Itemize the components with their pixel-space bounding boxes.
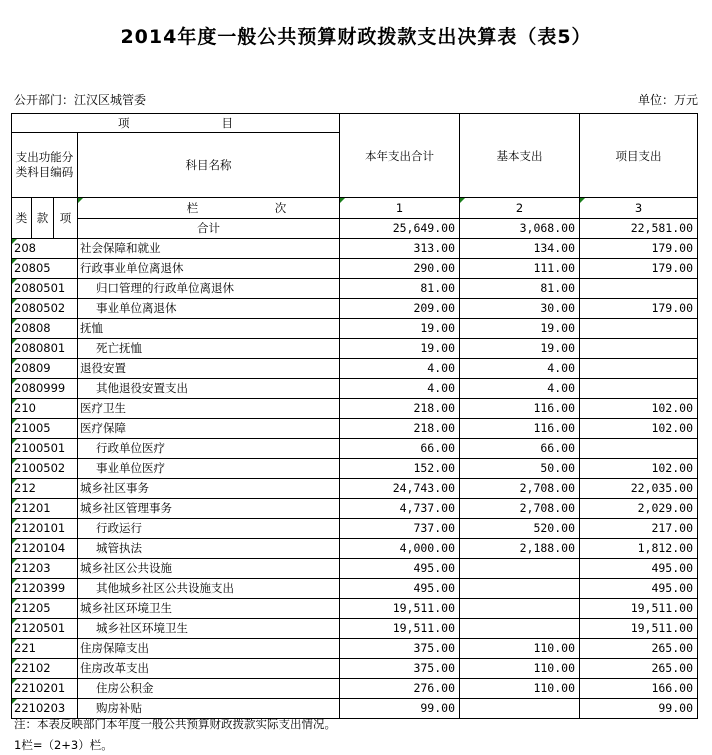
header-lanci bbox=[78, 198, 340, 219]
note-line-2: 1栏=（2+3）栏。 bbox=[14, 738, 113, 752]
header-col-project: 项目支出 bbox=[580, 114, 698, 198]
amount-basic: 4.00 bbox=[460, 379, 580, 399]
subject-name: 归口管理的行政单位离退休 bbox=[78, 279, 340, 299]
amount-total: 218.00 bbox=[340, 399, 460, 419]
amount-basic: 2,708.00 bbox=[460, 479, 580, 499]
amount-total: 99.00 bbox=[340, 699, 460, 719]
table-row bbox=[12, 479, 698, 499]
subject-name: 城乡社区公共设施 bbox=[78, 559, 340, 579]
amount-project: 217.00 bbox=[580, 519, 698, 539]
subject-code: 2210201 bbox=[12, 679, 78, 699]
subject-code: 2120104 bbox=[12, 539, 78, 559]
amount-total: 81.00 bbox=[340, 279, 460, 299]
amount-project: 495.00 bbox=[580, 559, 698, 579]
amount-total: 66.00 bbox=[340, 439, 460, 459]
amount-project bbox=[580, 439, 698, 459]
subject-code: 21203 bbox=[12, 559, 78, 579]
table-row bbox=[12, 239, 698, 259]
table-row bbox=[12, 679, 698, 699]
header-item: 项 目 bbox=[12, 114, 340, 133]
amount-basic: 116.00 bbox=[460, 399, 580, 419]
note-line-1: 注：本表反映部门本年度一般公共预算财政拨款实际支出情况。 bbox=[14, 717, 336, 731]
header-lei: 类 bbox=[12, 198, 32, 239]
table-row bbox=[12, 259, 698, 279]
amount-total: 375.00 bbox=[340, 659, 460, 679]
amount-project: 265.00 bbox=[580, 659, 698, 679]
amount-total: 218.00 bbox=[340, 419, 460, 439]
subject-code: 21205 bbox=[12, 599, 78, 619]
amount-basic: 50.00 bbox=[460, 459, 580, 479]
table-row bbox=[12, 459, 698, 479]
table-row bbox=[12, 439, 698, 459]
subject-code: 21005 bbox=[12, 419, 78, 439]
amount-total: 313.00 bbox=[340, 239, 460, 259]
amount-project bbox=[580, 339, 698, 359]
subject-name: 城管执法 bbox=[78, 539, 340, 559]
amount-basic bbox=[460, 699, 580, 719]
subject-name: 住房公积金 bbox=[78, 679, 340, 699]
amount-basic: 110.00 bbox=[460, 659, 580, 679]
amount-basic bbox=[460, 619, 580, 639]
subject-name: 城乡社区环境卫生 bbox=[78, 599, 340, 619]
header-col-basic: 基本支出 bbox=[460, 114, 580, 198]
amount-total: 4,737.00 bbox=[340, 499, 460, 519]
subject-name: 抚恤 bbox=[78, 319, 340, 339]
subject-name: 退役安置 bbox=[78, 359, 340, 379]
amount-project: 102.00 bbox=[580, 459, 698, 479]
amount-basic: 66.00 bbox=[460, 439, 580, 459]
amount-project: 265.00 bbox=[580, 639, 698, 659]
amount-basic: 19.00 bbox=[460, 319, 580, 339]
table-row bbox=[12, 619, 698, 639]
amount-total: 276.00 bbox=[340, 679, 460, 699]
amount-total: 19,511.00 bbox=[340, 599, 460, 619]
amount-total: 4,000.00 bbox=[340, 539, 460, 559]
amount-basic bbox=[460, 559, 580, 579]
expenditure-table bbox=[11, 113, 698, 719]
amount-basic: 2,708.00 bbox=[460, 499, 580, 519]
amount-basic: 520.00 bbox=[460, 519, 580, 539]
subject-name: 购房补贴 bbox=[78, 699, 340, 719]
table-row bbox=[12, 519, 698, 539]
subject-code: 2120399 bbox=[12, 579, 78, 599]
subject-code: 2080999 bbox=[12, 379, 78, 399]
amount-basic: 2,188.00 bbox=[460, 539, 580, 559]
subject-code: 2100502 bbox=[12, 459, 78, 479]
amount-project: 495.00 bbox=[580, 579, 698, 599]
amount-total: 24,743.00 bbox=[340, 479, 460, 499]
amount-basic: 110.00 bbox=[460, 639, 580, 659]
header-col-num-1: 1 bbox=[340, 198, 460, 219]
amount-total: 4.00 bbox=[340, 379, 460, 399]
subject-name: 医疗卫生 bbox=[78, 399, 340, 419]
amount-total: 19.00 bbox=[340, 319, 460, 339]
header-xiang: 项 bbox=[54, 198, 78, 239]
subject-name: 死亡抚恤 bbox=[78, 339, 340, 359]
table-row bbox=[12, 419, 698, 439]
department-label: 公开部门：江汉区城管委 bbox=[14, 93, 147, 107]
header-col-total: 本年支出合计 bbox=[340, 114, 460, 198]
subject-name: 行政运行 bbox=[78, 519, 340, 539]
total-basic: 3,068.00 bbox=[460, 219, 580, 239]
amount-project: 102.00 bbox=[580, 399, 698, 419]
table-row bbox=[12, 639, 698, 659]
subject-name: 城乡社区管理事务 bbox=[78, 499, 340, 519]
amount-total: 152.00 bbox=[340, 459, 460, 479]
amount-project bbox=[580, 379, 698, 399]
subject-code: 2120101 bbox=[12, 519, 78, 539]
header-lan: 栏 bbox=[186, 201, 199, 215]
subject-name: 住房保障支出 bbox=[78, 639, 340, 659]
amount-project bbox=[580, 319, 698, 339]
amount-total: 209.00 bbox=[340, 299, 460, 319]
table-row bbox=[12, 659, 698, 679]
amount-basic: 81.00 bbox=[460, 279, 580, 299]
header-ci: 次 bbox=[274, 201, 287, 215]
amount-total: 19.00 bbox=[340, 339, 460, 359]
table-row bbox=[12, 499, 698, 519]
amount-project: 2,029.00 bbox=[580, 499, 698, 519]
subject-code: 221 bbox=[12, 639, 78, 659]
amount-project: 19,511.00 bbox=[580, 599, 698, 619]
amount-project bbox=[580, 359, 698, 379]
amount-basic: 30.00 bbox=[460, 299, 580, 319]
amount-project: 102.00 bbox=[580, 419, 698, 439]
subject-name: 住房改革支出 bbox=[78, 659, 340, 679]
subject-code: 20805 bbox=[12, 259, 78, 279]
amount-project: 22,035.00 bbox=[580, 479, 698, 499]
amount-basic: 116.00 bbox=[460, 419, 580, 439]
amount-project: 166.00 bbox=[580, 679, 698, 699]
header-col-num-2: 2 bbox=[460, 198, 580, 219]
header-kuan: 款 bbox=[32, 198, 54, 239]
table-row bbox=[12, 559, 698, 579]
subject-name: 其他城乡社区公共设施支出 bbox=[78, 579, 340, 599]
table-row bbox=[12, 379, 698, 399]
table-row bbox=[12, 339, 698, 359]
subject-code: 2080801 bbox=[12, 339, 78, 359]
subject-code: 208 bbox=[12, 239, 78, 259]
amount-total: 495.00 bbox=[340, 579, 460, 599]
subject-code: 21201 bbox=[12, 499, 78, 519]
amount-project: 179.00 bbox=[580, 299, 698, 319]
amount-basic: 110.00 bbox=[460, 679, 580, 699]
table-row bbox=[12, 599, 698, 619]
subject-name: 医疗保障 bbox=[78, 419, 340, 439]
total-project: 22,581.00 bbox=[580, 219, 698, 239]
subject-code: 2210203 bbox=[12, 699, 78, 719]
subject-code: 2100501 bbox=[12, 439, 78, 459]
amount-total: 375.00 bbox=[340, 639, 460, 659]
amount-basic: 19.00 bbox=[460, 339, 580, 359]
table-row bbox=[12, 579, 698, 599]
subject-code: 2120501 bbox=[12, 619, 78, 639]
amount-total: 19,511.00 bbox=[340, 619, 460, 639]
header-subject-code: 支出功能分类科目编码 bbox=[12, 133, 78, 198]
amount-total: 4.00 bbox=[340, 359, 460, 379]
amount-total: 290.00 bbox=[340, 259, 460, 279]
total-label: 合计 bbox=[78, 219, 340, 239]
subject-name: 事业单位离退休 bbox=[78, 299, 340, 319]
subject-name: 其他退役安置支出 bbox=[78, 379, 340, 399]
subject-code: 210 bbox=[12, 399, 78, 419]
subject-code: 212 bbox=[12, 479, 78, 499]
subject-name: 城乡社区环境卫生 bbox=[78, 619, 340, 639]
amount-project bbox=[580, 279, 698, 299]
amount-project: 99.00 bbox=[580, 699, 698, 719]
amount-total: 495.00 bbox=[340, 559, 460, 579]
amount-project: 179.00 bbox=[580, 259, 698, 279]
total-row bbox=[12, 219, 698, 239]
table-row bbox=[12, 359, 698, 379]
amount-project: 1,812.00 bbox=[580, 539, 698, 559]
subject-name: 行政单位医疗 bbox=[78, 439, 340, 459]
amount-project: 19,511.00 bbox=[580, 619, 698, 639]
amount-basic bbox=[460, 579, 580, 599]
table-row bbox=[12, 319, 698, 339]
subject-code: 2080502 bbox=[12, 299, 78, 319]
report-title: 2014年度一般公共预算财政拨款支出决算表（表5） bbox=[120, 26, 592, 48]
amount-basic bbox=[460, 599, 580, 619]
header-subject-name: 科目名称 bbox=[78, 133, 340, 198]
total-amount: 25,649.00 bbox=[340, 219, 460, 239]
amount-basic: 111.00 bbox=[460, 259, 580, 279]
table-row bbox=[12, 539, 698, 559]
amount-project: 179.00 bbox=[580, 239, 698, 259]
subject-name: 社会保障和就业 bbox=[78, 239, 340, 259]
subject-name: 城乡社区事务 bbox=[78, 479, 340, 499]
subject-name: 行政事业单位离退休 bbox=[78, 259, 340, 279]
unit-label: 单位：万元 bbox=[637, 93, 698, 107]
header-col-num-3: 3 bbox=[580, 198, 698, 219]
subject-code: 20808 bbox=[12, 319, 78, 339]
table-row bbox=[12, 399, 698, 419]
subject-code: 22102 bbox=[12, 659, 78, 679]
amount-basic: 134.00 bbox=[460, 239, 580, 259]
subject-code: 2080501 bbox=[12, 279, 78, 299]
subject-code: 20809 bbox=[12, 359, 78, 379]
amount-basic: 4.00 bbox=[460, 359, 580, 379]
subject-name: 事业单位医疗 bbox=[78, 459, 340, 479]
table-row bbox=[12, 279, 698, 299]
table-row bbox=[12, 299, 698, 319]
amount-total: 737.00 bbox=[340, 519, 460, 539]
